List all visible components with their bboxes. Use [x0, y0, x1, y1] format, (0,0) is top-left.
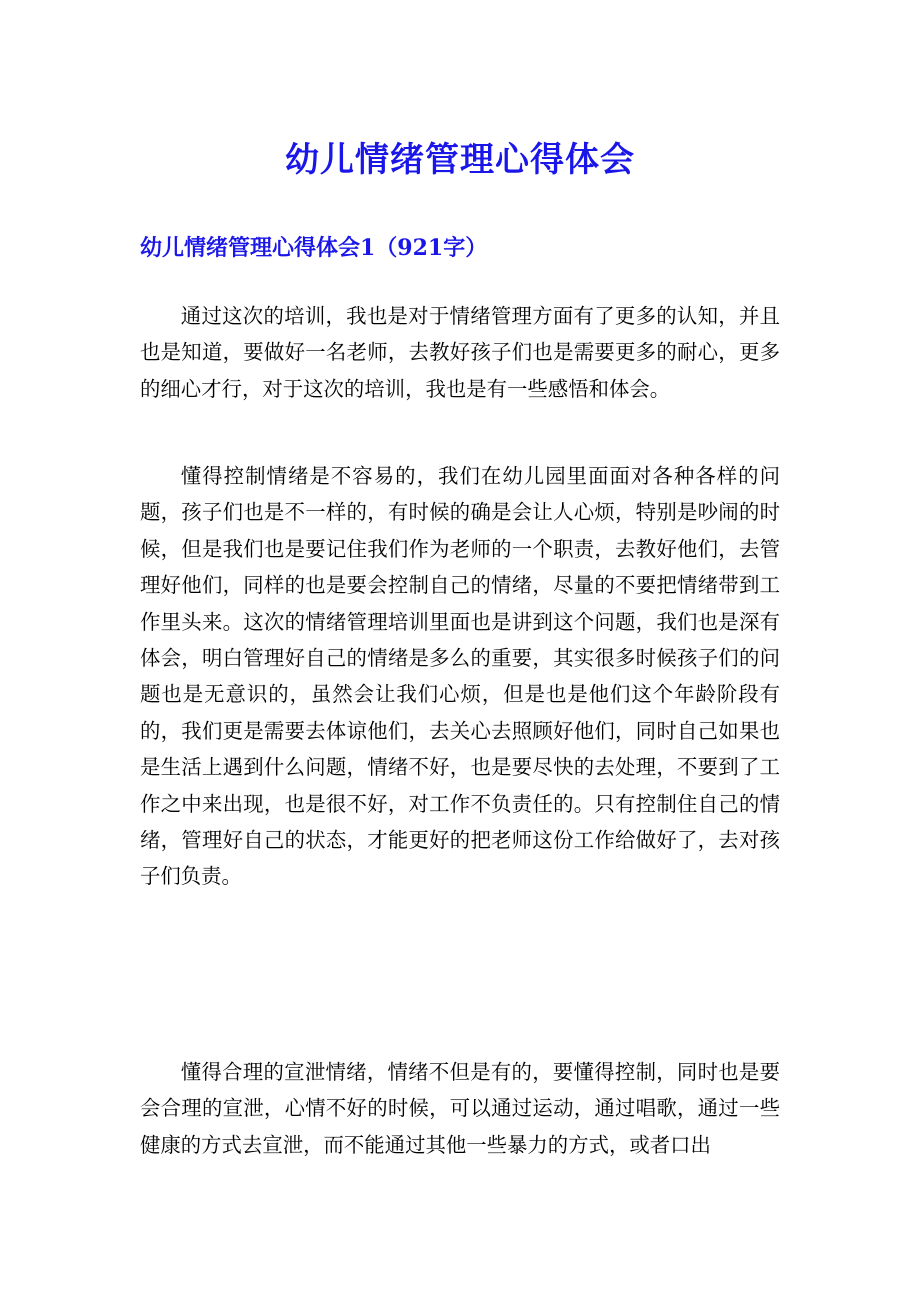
paragraph-3: 懂得合理的宣泄情绪，情绪不但是有的，要懂得控制，同时也是要会合理的宣泄，心情不好的时候，可以通过运动，通过唱歌，通过一些健康的方式去宣泄，而不能通过其他一些暴力的方式，或者口出	[140, 1060, 780, 1157]
paragraph-1: 通过这次的培训，我也是对于情绪管理方面有了更多的认知，并且也是知道，要做好一名老师，去教好孩子们也是需要更多的耐心，更多的细心才行，对于这次的培训，我也是有一些感悟和体会。	[140, 304, 780, 401]
document-title: 幼儿情绪管理心得体会	[285, 140, 635, 180]
paragraph-2: 懂得控制情绪是不容易的，我们在幼儿园里面面对各种各样的问题，孩子们也是不一样的，有时候的确是会让人心烦，特别是吵闹的时候，但是我们也是要记住我们作为老师的一个职责，去教好他们，去管理好他们，同样的也是要会控制自己的情绪，尽量的不要把情绪带到工作里头来。这次的情绪管理培训里面也是讲到这个问题，我们也是深有体会，明白管理好自己的情绪是多么的重要，其实很多时候孩子们的问题也是无意识的，虽然会让我们心烦，但是也是他们这个年龄阶段有的，我们更是需要去体谅他们，去关心去照顾好他们，同时自己如果也是生活上遇到什么问题，情绪不好，也是要尽快的去处理，不要到了工作之中来出现，也是很不好，对工作不负责任的。只有控制住自己的情绪，管理好自己的状态，才能更好的把老师这份工作给做好了，去对孩子们负责。	[140, 464, 780, 889]
section-heading: 幼儿情绪管理心得体会1（921字）	[140, 235, 488, 261]
